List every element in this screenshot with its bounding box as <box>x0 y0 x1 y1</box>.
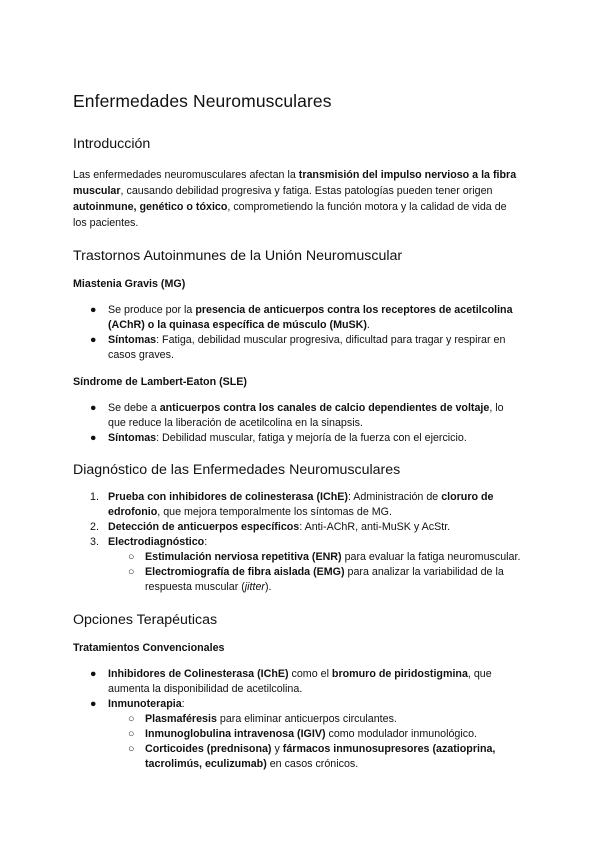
text: , que aumenta la disponibilidad de acetilcolina. <box>108 668 492 695</box>
bold-text: Estimulación nerviosa repetitiva (ENR) <box>145 551 342 563</box>
text: Las enfermedades neuromusculares afectan la <box>73 169 299 181</box>
text: : Debilidad muscular, fatiga y mejoría de la fuerza con el ejercicio. <box>156 432 467 444</box>
text: para eliminar anticuerpos circulantes. <box>216 713 397 725</box>
bold-text: Inmunoglobulina intravenosa (IGIV) <box>145 728 326 740</box>
bold-text: Plasmaféresis <box>145 713 217 725</box>
text: : <box>204 536 208 548</box>
bullet-dot: ● <box>90 402 97 414</box>
sub-list-item <box>73 550 523 565</box>
bold-text: Electromiografía de fibra aislada (EMG) <box>145 566 345 578</box>
mg-heading: Miastenia Gravis (MG) <box>73 278 186 290</box>
sub-list-item <box>73 565 523 595</box>
therapy-heading: Opciones Terapéuticas <box>73 612 218 628</box>
diagnosis-heading: Diagnóstico de las Enfermedades Neuromusculares <box>73 462 401 478</box>
sub-list-item <box>73 712 523 727</box>
intro-heading: Introducción <box>73 136 151 152</box>
text: : Administración de <box>347 491 442 503</box>
text: , que mejora temporalmente los síntomas de MG. <box>157 506 392 518</box>
text: : Fatiga, debilidad muscular progresiva, dificultad para tragar y respirar en casos graves. <box>108 334 506 361</box>
text: para analizar la variabilidad de la respuesta muscular ( <box>145 566 504 593</box>
sle-list <box>73 401 523 446</box>
list-number: 3. <box>90 536 99 548</box>
list-item <box>73 667 523 697</box>
bold-text: transmisión del impulso nervioso a la fibra muscular <box>73 169 517 197</box>
bullet-dot: ● <box>90 304 97 316</box>
text: , causando debilidad progresiva y fatiga. Estas patologías pueden tener origen <box>120 185 493 197</box>
text: como el <box>288 668 332 680</box>
list-item <box>73 431 523 446</box>
list-item <box>73 535 523 550</box>
diagnosis-list <box>73 490 523 595</box>
autoimmune-heading: Trastornos Autoinmunes de la Unión Neuromuscular <box>73 248 403 264</box>
text: ). <box>265 581 272 593</box>
bold-text: Prueba con inhibidores de colinesterasa (IChE) <box>108 491 348 503</box>
list-item <box>73 303 523 333</box>
bold-text: presencia de anticuerpos contra los receptores de acetilcolina (AChR) o la quinasa específica de músculo (MuSK) <box>108 304 513 331</box>
text: Se debe a <box>108 402 160 414</box>
sub-list-item <box>73 727 523 742</box>
text: : <box>181 698 185 710</box>
list-item <box>73 333 523 363</box>
conventional-heading: Tratamientos Convencionales <box>73 642 225 654</box>
therapy-list <box>73 667 523 772</box>
list-number: 1. <box>90 491 99 503</box>
intro-paragraph <box>73 167 523 231</box>
bullet-circle: ○ <box>128 551 135 563</box>
bullet-dot: ● <box>90 432 97 444</box>
bold-text: Síntomas <box>108 334 157 346</box>
sle-heading: Síndrome de Lambert-Eaton (SLE) <box>73 376 247 388</box>
text: , lo que reduce la liberación de acetilcolina en la sinapsis. <box>108 402 504 429</box>
bullet-dot: ● <box>90 698 97 710</box>
document-content <box>73 88 523 772</box>
bold-text: autoinmune, genético o tóxico <box>73 201 228 213</box>
bold-text: Síntomas <box>108 432 157 444</box>
list-number: 2. <box>90 521 99 533</box>
list-item <box>73 490 523 520</box>
bold-text: Inmunoterapia <box>108 698 182 710</box>
bold-text: bromuro de piridostigmina <box>331 668 468 680</box>
bullet-circle: ○ <box>128 566 135 578</box>
text: : Anti-AChR, anti-MuSK y AcStr. <box>299 521 451 533</box>
document-title: Enfermedades Neuromusculares <box>73 91 332 111</box>
bullet-circle: ○ <box>128 728 135 740</box>
italic-text: jitter <box>244 581 265 593</box>
text: . <box>366 319 370 331</box>
text: para evaluar la fatiga neuromuscular. <box>341 551 521 563</box>
bold-text: Detección de anticuerpos específicos <box>108 521 300 533</box>
list-item <box>73 401 523 431</box>
bold-text: Corticoides (prednisona) <box>145 743 272 755</box>
list-item <box>73 697 523 712</box>
bullet-circle: ○ <box>128 743 135 755</box>
sub-list-item <box>73 742 523 772</box>
bullet-dot: ● <box>90 668 97 680</box>
text: y <box>271 743 283 755</box>
bold-text: anticuerpos contra los canales de calcio dependientes de voltaje <box>159 402 490 414</box>
mg-list <box>73 303 523 363</box>
bullet-circle: ○ <box>128 713 135 725</box>
bold-text: Inhibidores de Colinesterasa (IChE) <box>108 668 289 680</box>
bold-text: Electrodiagnóstico <box>108 536 205 548</box>
text: como modulador inmunológico. <box>325 728 478 740</box>
bullet-dot: ● <box>90 334 97 346</box>
bold-text: cloruro de edrofonio <box>108 491 494 518</box>
text: en casos crónicos. <box>266 758 359 770</box>
text: Se produce por la <box>108 304 196 316</box>
list-item <box>73 520 523 535</box>
text: , comprometiendo la función motora y la calidad de vida de los pacientes. <box>73 201 507 229</box>
bold-text: fármacos inmunosupresores (azatioprina, tacrolimús, eculizumab) <box>145 743 496 770</box>
